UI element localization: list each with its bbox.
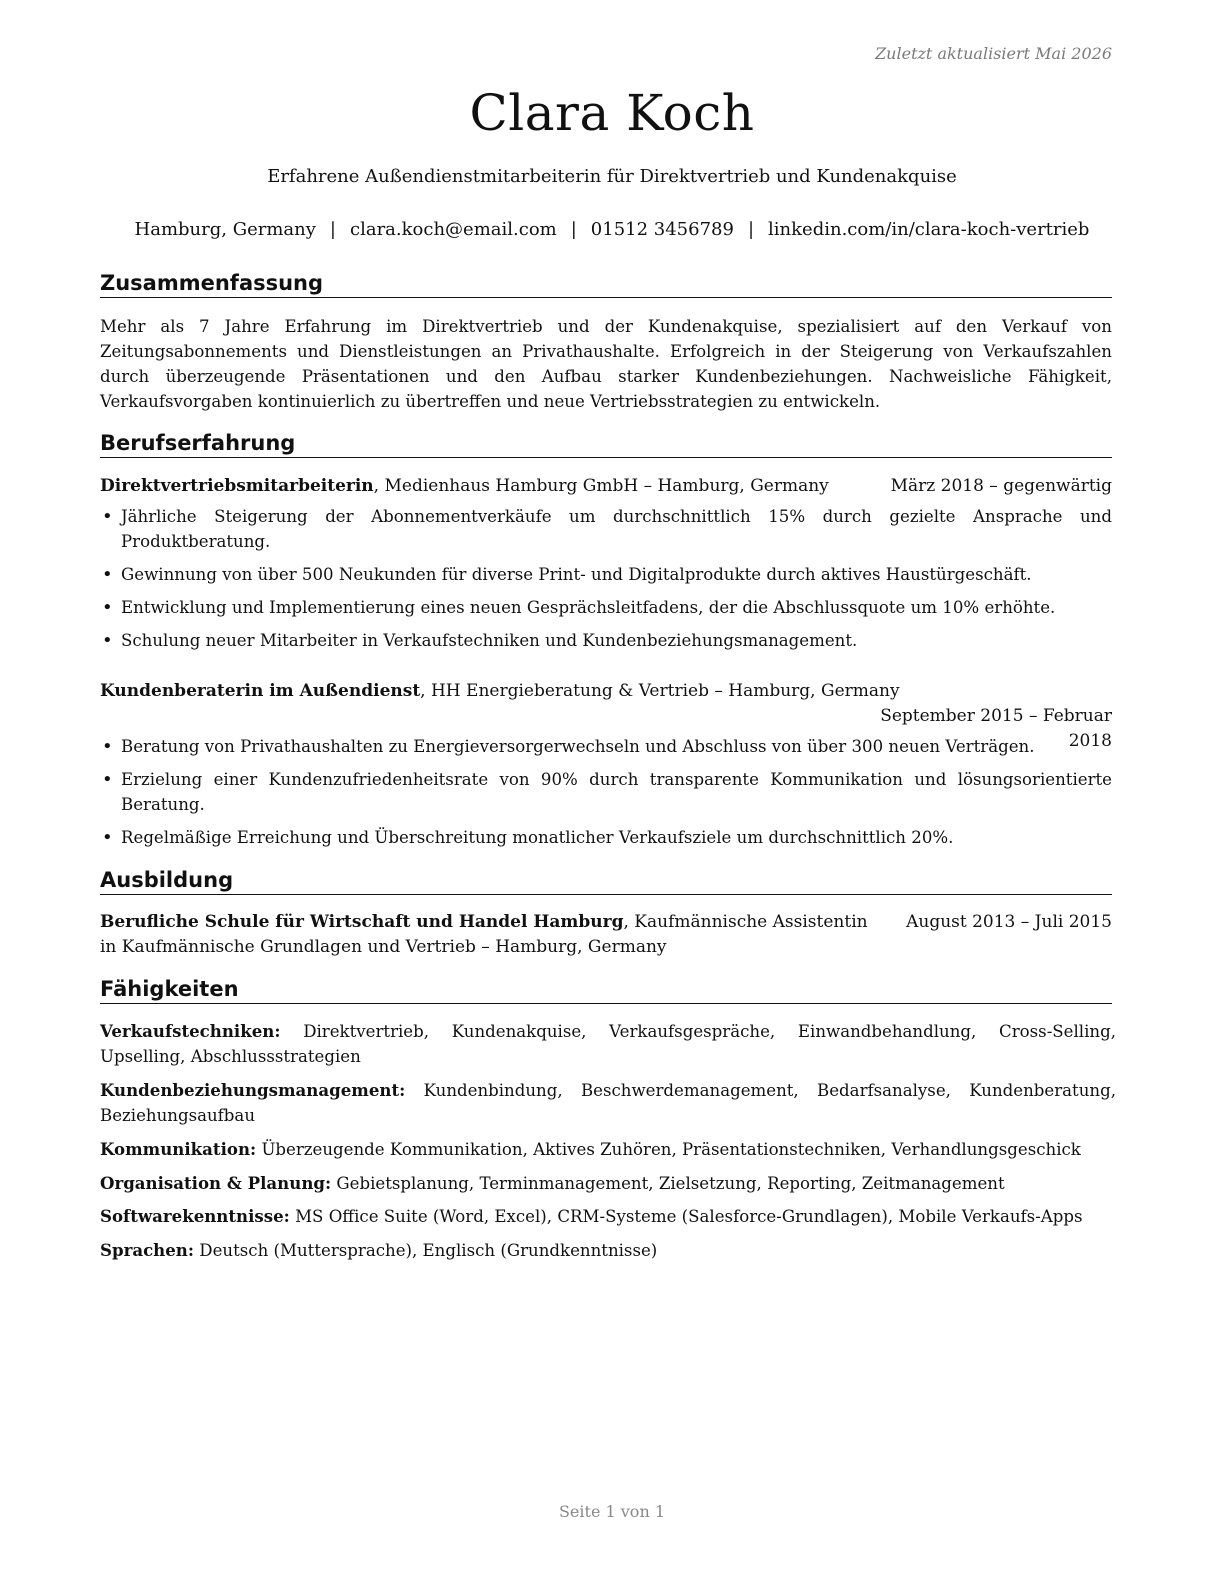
tagline: Erfahrene Außendienstmitarbeiterin für Direktvertrieb und Kundenakquise bbox=[267, 166, 957, 187]
section-title-experience: Berufserfahrung bbox=[100, 430, 1112, 458]
contact-separator: | bbox=[747, 219, 755, 240]
contact-separator: | bbox=[570, 219, 577, 240]
contact-separator: | bbox=[329, 219, 336, 240]
summary-text: Mehr als 7 Jahre Erfahrung im Direktvertrieb und der Kundenakquise, spezialisiert auf den Verkauf von Zeitungsabonnements und Dienstleistungen an Privathaushalte. Erfolgreich in der Steigerung von Verkaufszahlen durch überzeugende Präsentationen und den Aufbau starker Kundenbeziehungen. Nachweisliche Fähigkeit, Verkaufsvorgaben kontinuierlich zu übertreffen und neue Vertriebsstrategien zu entwickeln. bbox=[100, 317, 1112, 411]
page-number: Seite 1 von 1 bbox=[558, 1502, 666, 1521]
education-entry bbox=[100, 910, 1112, 960]
job-company: , Medienhaus Hamburg GmbH – Hamburg, Germany bbox=[373, 476, 829, 496]
skill-row bbox=[100, 1078, 1116, 1128]
last-updated: Zuletzt aktualisiert Mai 2026 bbox=[875, 44, 1112, 63]
section-title-summary: Zusammenfassung bbox=[100, 270, 1112, 298]
skill-row bbox=[100, 1019, 1116, 1069]
section-title-education: Ausbildung bbox=[100, 867, 1112, 895]
contact-location: Hamburg, Germany bbox=[134, 219, 316, 240]
bullet-item: • Regelmäßige Erreichung und Überschreitung monatlicher Verkaufsziele um durchschnittlich 20%. bbox=[100, 825, 1112, 850]
section-title-skills: Fähigkeiten bbox=[100, 976, 1112, 1004]
skill-value: MS Office Suite (Word, Excel), CRM-Systeme (Salesforce-Grundlagen), Mobile Verkaufs-Apps bbox=[295, 1207, 1083, 1226]
job-date: September 2015 – Februar 2018 bbox=[880, 706, 1112, 751]
candidate-name: Clara Koch bbox=[469, 84, 755, 142]
job-bullets bbox=[100, 734, 1112, 858]
skill-label: Softwarekenntnisse: bbox=[100, 1206, 290, 1226]
skill-row bbox=[100, 1238, 1116, 1263]
bullet-item: • Erzielung einer Kundenzufriedenheitsrate von 90% durch transparente Kommunikation und lösungsorientierte Beratung. bbox=[100, 767, 1112, 817]
skill-value: Gebietsplanung, Terminmanagement, Zielsetzung, Reporting, Zeitmanagement bbox=[336, 1174, 1005, 1193]
skill-value: Direktvertrieb, Kundenakquise, Verkaufsgespräche, Einwandbehandlung, Cross-Selling, Upselling, Abschlussstrategien bbox=[100, 1022, 1116, 1066]
job-role: Kundenberaterin im Außendienst bbox=[100, 681, 421, 701]
bullet-item: • Entwicklung und Implementierung eines neuen Gesprächsleitfadens, der die Abschlussquote um 10% erhöhte. bbox=[100, 595, 1112, 620]
bullet-item: • Schulung neuer Mitarbeiter in Verkaufstechniken und Kundenbeziehungsmanagement. bbox=[100, 628, 1112, 653]
contact-phone[interactable]: 01512 3456789 bbox=[590, 219, 734, 240]
contact-line bbox=[0, 219, 1224, 240]
job-role: Direktvertriebsmitarbeiterin bbox=[100, 476, 374, 496]
skill-label: Sprachen: bbox=[100, 1240, 194, 1260]
contact-email[interactable]: clara.koch@email.com bbox=[350, 219, 557, 240]
bullet-item: • Jährliche Steigerung der Abonnementverkäufe um durchschnittlich 15% durch gezielte Ansprache und Produktberatung. bbox=[100, 504, 1112, 554]
skill-value: Deutsch (Muttersprache), Englisch (Grundkenntnisse) bbox=[199, 1241, 658, 1260]
job-bullets bbox=[100, 504, 1112, 661]
skill-row bbox=[100, 1137, 1116, 1162]
contact-linkedin[interactable]: linkedin.com/in/clara-koch-vertrieb bbox=[768, 219, 1090, 240]
education-degree: , Kaufmännische Assistentin in Kaufmännische Grundlagen und Vertrieb – Hamburg, Germany bbox=[100, 912, 868, 957]
education-date: August 2013 – Juli 2015 bbox=[906, 912, 1112, 932]
bullet-item: • Gewinnung von über 500 Neukunden für diverse Print- und Digitalprodukte durch aktives Haustürgeschäft. bbox=[100, 562, 1112, 587]
skill-label: Kommunikation: bbox=[100, 1139, 257, 1159]
job-header bbox=[100, 474, 1112, 499]
skill-label: Kundenbeziehungsmanagement: bbox=[100, 1080, 406, 1100]
bullet-item: • Beratung von Privathaushalten zu Energieversorgerwechseln und Abschluss von über 300 neuen Verträgen. bbox=[100, 734, 1112, 759]
skill-label: Verkaufstechniken: bbox=[100, 1021, 281, 1041]
job-date: März 2018 – gegenwärtig bbox=[890, 476, 1112, 496]
skill-row bbox=[100, 1171, 1116, 1196]
skill-label: Organisation & Planung: bbox=[100, 1173, 332, 1193]
job-company: , HH Energieberatung & Vertrieb – Hamburg, Germany bbox=[420, 681, 900, 701]
skill-row bbox=[100, 1204, 1116, 1229]
education-school: Berufliche Schule für Wirtschaft und Handel Hamburg bbox=[100, 912, 624, 932]
skill-value: Kundenbindung, Beschwerdemanagement, Bedarfsanalyse, Kundenberatung, Beziehungsaufbau bbox=[100, 1081, 1116, 1125]
skill-value: Überzeugende Kommunikation, Aktives Zuhören, Präsentationstechniken, Verhandlungsgeschick bbox=[261, 1140, 1081, 1159]
